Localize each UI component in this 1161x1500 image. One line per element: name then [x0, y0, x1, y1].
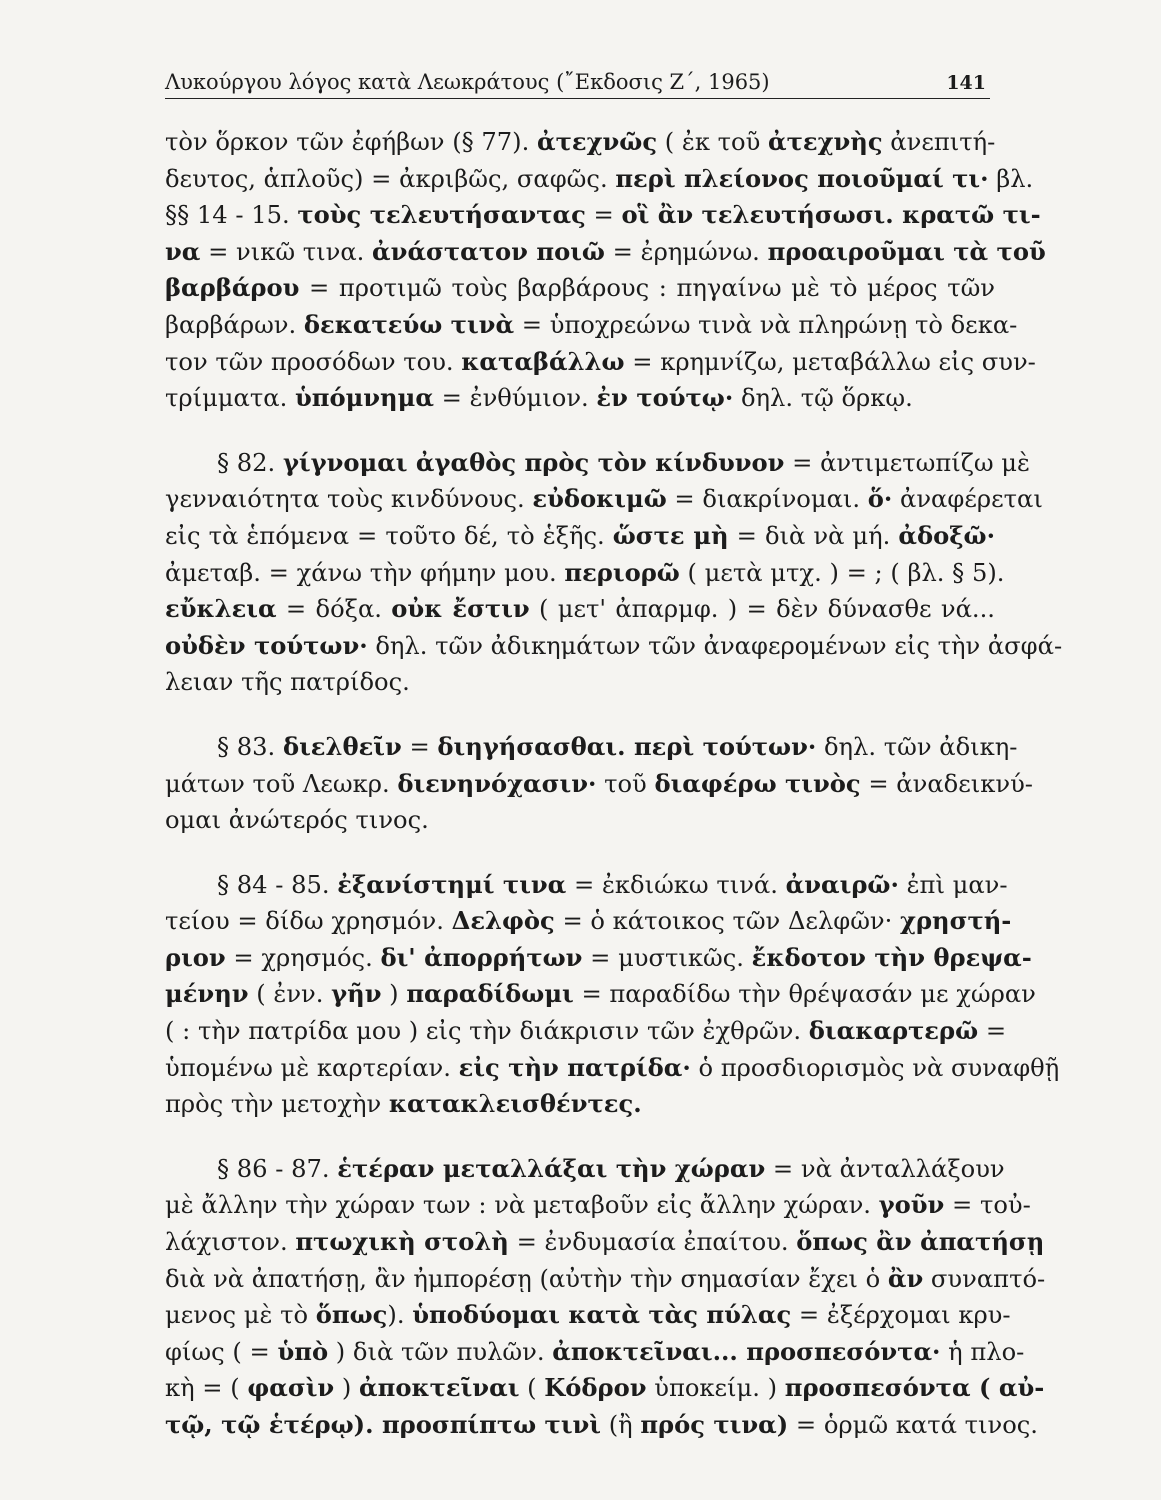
gloss-text: λάχιστον.	[165, 1228, 296, 1257]
paragraph-gap	[165, 1123, 995, 1151]
lemma-term: φασὶν	[247, 1373, 335, 1403]
gloss-text: = ἀναδεικνύ-	[860, 769, 1033, 798]
lemma-term: ἀποκτεῖναι... προσπεσόντα·	[552, 1336, 941, 1366]
gloss-text: (ἢ	[601, 1411, 641, 1439]
gloss-text: ἐπὶ μαν-	[898, 870, 1008, 899]
text-line	[165, 1151, 1005, 1188]
lemma-term: οὐκ ἔστιν	[391, 594, 530, 624]
gloss-text: = κρημνίζω, μεταβάλλω εἰς συν-	[624, 347, 1036, 376]
lemma-term: ἀναιρῶ·	[785, 869, 899, 899]
text-line	[165, 628, 1063, 665]
text-line	[165, 481, 1043, 518]
gloss-text: § 84 - 85.	[217, 870, 338, 899]
gloss-text: τρίμματα.	[165, 384, 295, 413]
text-line	[165, 903, 1012, 940]
lemma-term: ἑτέραν μεταλλάξαι τὴν χώραν	[337, 1153, 766, 1183]
gloss-text: =	[401, 732, 438, 761]
lemma-term: ὅ·	[867, 484, 893, 514]
gloss-text: ( : τὴν πατρίδα μου ) εἰς τὴν διάκρισιν τῶν ἐχθρῶν.	[165, 1017, 809, 1046]
lemma-term: δι' ἀπορρήτων	[380, 942, 583, 972]
running-title: Λυκούργου λόγος κατὰ Λεωκράτους (῎Εκδοσις Ζ΄, 1965)	[165, 70, 770, 94]
lemma-term: τοὺς τελευτήσαντας	[297, 200, 586, 230]
gloss-text: ὑπομένω μὲ καρτερίαν.	[165, 1053, 459, 1082]
gloss-text: βλ.	[988, 164, 1034, 193]
text-line	[165, 518, 995, 555]
paragraph	[165, 867, 1060, 1123]
gloss-text: φίως ( =	[165, 1337, 278, 1366]
gloss-text: κὴ = (	[165, 1374, 248, 1403]
lemma-term: Κόδρον	[544, 1373, 647, 1403]
lemma-term: ὅπως	[315, 1300, 388, 1330]
text-line	[165, 197, 1041, 234]
gloss-text: βαρβάρων.	[165, 310, 304, 339]
lemma-term: να	[165, 236, 201, 266]
gloss-text: = διὰ νὰ μή.	[728, 521, 899, 550]
gloss-text: εἰς τὰ ἑπόμενα = τοῦτο δέ, τὸ ἑξῆς.	[165, 521, 613, 550]
paragraph-gap	[165, 839, 995, 867]
gloss-text: § 83.	[217, 732, 283, 761]
text-line	[165, 1370, 1045, 1407]
lemma-term: οὐδὲν τούτων·	[165, 630, 368, 660]
lemma-term: ἀτεχνὴς	[768, 127, 883, 156]
gloss-text: = νὰ ἀνταλλάξουν	[765, 1154, 1005, 1183]
gloss-text: ( ἐνν.	[248, 980, 332, 1009]
lemma-term: καταβάλλω	[461, 346, 625, 376]
text-line	[165, 1224, 1045, 1261]
gloss-text: = χρησμός.	[225, 943, 381, 972]
gloss-text: ἀνεπιτή-	[882, 128, 996, 156]
gloss-text: ἀναφέρεται	[892, 485, 1043, 514]
text-line	[165, 940, 1032, 977]
gloss-text: δευτος, ἁπλοῦς) = ἀκριβῶς, σαφῶς.	[165, 164, 616, 193]
text-line	[165, 664, 995, 701]
gloss-text: δηλ. τῶν ἀδικημάτων τῶν ἀναφερομένων εἰς τὴν ἀσφά-	[367, 631, 1063, 660]
gloss-text: = ἀντιμετωπίζω μὲ	[784, 448, 1030, 477]
gloss-text: =	[978, 1017, 1007, 1046]
gloss-text: ( μετὰ μτχ. ) = ; ( βλ. § 5).	[679, 558, 1005, 587]
gloss-text: = ἐξέρχομαι κρυ-	[791, 1301, 1011, 1330]
gloss-text: = νικῶ τινα.	[200, 237, 373, 266]
lemma-term: ἀποκτεῖναι	[359, 1373, 520, 1403]
lemma-term: διηγήσασθαι. περὶ τούτων·	[437, 731, 817, 761]
gloss-text: γενναιότητα τοὺς κινδύνους.	[165, 485, 533, 514]
gloss-text: μὲ ἄλλην τὴν χώραν των : νὰ μεταβοῦν εἰς ἄλλην χώραν.	[165, 1191, 879, 1220]
gloss-text: τὸν ὅρκον τῶν ἐφήβων (§ 77).	[165, 128, 538, 156]
gloss-text: ἀμεταβ. = χάνω τὴν φήμην μου.	[165, 558, 565, 587]
lemma-term: ὅπως ἂν ἀπατήσῃ	[796, 1227, 1045, 1257]
lemma-term: κατακλεισθέντες.	[388, 1089, 642, 1119]
lemma-term: γῆν	[331, 979, 382, 1009]
lemma-term: πτωχικὴ στολὴ	[295, 1227, 509, 1257]
paragraph	[165, 124, 1046, 417]
paragraph	[165, 445, 1063, 701]
paragraph-gap	[165, 417, 995, 445]
gloss-text: = ὁρμῶ κατά τινος.	[788, 1411, 1038, 1439]
text-line	[165, 555, 1005, 592]
text-line	[165, 1334, 1025, 1371]
lemma-term: περιορῶ	[564, 557, 680, 587]
lemma-term: ὥστε μὴ	[612, 520, 729, 550]
gloss-text: ὑποκείμ. )	[646, 1374, 785, 1403]
text-line	[165, 591, 995, 628]
gloss-text: μάτων τοῦ Λεωκρ.	[165, 769, 398, 798]
gloss-text: τείου = δίδω χρησμόν.	[165, 907, 452, 936]
lemma-term: εὐδοκιμῶ	[532, 484, 667, 514]
text-line	[165, 802, 995, 839]
gloss-text: = διακρίνομαι.	[666, 485, 868, 514]
gloss-text: ( μετ' ἀπαρμφ. ) = δὲν δύνασθε νά...	[529, 595, 995, 624]
lemma-term: πρός τινα)	[640, 1410, 789, 1439]
page-number: 141	[946, 72, 986, 94]
text-line	[165, 380, 995, 417]
lemma-term: χρηστή-	[900, 906, 1012, 936]
lemma-term: παραδίδωμι	[406, 979, 574, 1009]
text-line	[165, 1261, 1046, 1298]
gloss-text: δηλ. τῶν ἀδικη-	[816, 732, 1018, 761]
lemma-term: εἰς τὴν πατρίδα·	[458, 1052, 691, 1082]
gloss-text: τοῦ	[596, 769, 655, 798]
running-header	[165, 70, 990, 99]
lemma-term: ἀτεχνῶς	[537, 127, 658, 156]
lemma-term: οἳ ἂν τελευτήσωσι. κρατῶ τι-	[621, 200, 1041, 230]
gloss-text: διὰ νὰ ἀπατήσῃ, ἂν ἠμπορέσῃ (αὐτὴν τὴν σημασίαν ἔχει ὁ	[165, 1264, 888, 1293]
text-line	[165, 1050, 1060, 1087]
gloss-text: ὁ προσδιορισμὸς νὰ συναφθῇ	[690, 1053, 1060, 1082]
lemma-term: ἔκδοτον τὴν θρεψα-	[751, 942, 1032, 972]
page-body	[165, 124, 1063, 1444]
text-line	[165, 1407, 1038, 1444]
gloss-text: = ἐρημώνω.	[604, 237, 768, 266]
text-line	[165, 867, 1008, 904]
paragraph	[165, 729, 1033, 839]
gloss-text: πρὸς τὴν μετοχὴν	[165, 1090, 389, 1119]
lemma-term: ὑπόμνημα	[294, 383, 434, 413]
lemma-term: εὔκλεια	[165, 594, 277, 624]
text-line	[165, 1086, 995, 1123]
lemma-term: δεκατεύω τινὰ	[303, 309, 515, 339]
gloss-text: = ὁ κάτοικος τῶν Δελφῶν·	[554, 907, 901, 936]
gloss-text: = ἐκδιώκω τινά.	[566, 870, 786, 899]
lemma-term: γίγνομαι ἀγαθὸς πρὸς τὸν κίνδυνον	[282, 447, 785, 477]
gloss-text: = ἐνδυμασία ἐπαίτου.	[508, 1228, 797, 1257]
gloss-text: = τοὐ-	[944, 1191, 1031, 1220]
lemma-term: γοῦν	[878, 1190, 945, 1220]
lemma-term: ἐν τούτῳ·	[596, 383, 734, 413]
text-line	[165, 445, 1030, 482]
text-line	[165, 1297, 1011, 1334]
lemma-term: διαφέρω τινὸς	[654, 768, 861, 798]
lemma-term: διακαρτερῶ	[808, 1016, 979, 1046]
gloss-text: = μυστικῶς.	[582, 943, 752, 972]
lemma-term: ἀνάστατον ποιῶ	[372, 236, 605, 266]
lemma-term: ἂν	[887, 1263, 924, 1293]
lemma-term: προαιροῦμαι τὰ τοῦ	[767, 236, 1046, 266]
gloss-text: μενος μὲ τὸ	[165, 1301, 316, 1330]
gloss-text: = προτιμῶ τοὺς βαρβάρους : πηγαίνω μὲ τὸ μέρος τῶν	[299, 274, 995, 303]
text-line	[165, 729, 1018, 766]
text-line	[165, 307, 1018, 344]
gloss-text: = παραδίδω τὴν θρέψασάν με χώραν	[573, 980, 1036, 1009]
text-line	[165, 124, 995, 161]
lemma-term: τῷ, τῷ ἑτέρῳ). προσπίπτω τινὶ	[165, 1410, 602, 1439]
text-line	[165, 1187, 1031, 1224]
lemma-term: Δελφὸς	[451, 906, 555, 936]
lemma-term: ἀδοξῶ·	[898, 520, 995, 550]
text-line	[165, 766, 1033, 803]
text-line	[165, 344, 1036, 381]
gloss-text: συναπτό-	[923, 1264, 1046, 1293]
gloss-text: ἡ πλο-	[940, 1337, 1025, 1366]
gloss-text: ( ἐκ τοῦ	[657, 128, 768, 156]
lemma-term: διενηνόχασιν·	[397, 768, 597, 798]
gloss-text: λειαν τῆς πατρίδος.	[165, 668, 410, 697]
gloss-text: )	[334, 1374, 360, 1403]
lemma-term: ὑπὸ	[277, 1336, 329, 1366]
lemma-term: μένην	[165, 979, 249, 1009]
text-line	[165, 234, 1046, 271]
text-line	[165, 161, 1034, 198]
gloss-text: § 82.	[217, 448, 283, 477]
gloss-text: = δόξα.	[276, 595, 392, 624]
lemma-term: ἐξανίστημί τινα	[337, 869, 567, 899]
lemma-term: ὑποδύομαι κατὰ τὰς πύλας	[412, 1300, 792, 1330]
gloss-text: ).	[387, 1301, 413, 1330]
gloss-text: τον τῶν προσόδων του.	[165, 347, 462, 376]
gloss-text: ομαι ἀνώτερός τινος.	[165, 806, 429, 835]
lemma-term: προσπεσόντα ( αὐ-	[784, 1373, 1045, 1403]
lemma-term: περὶ πλείονος ποιοῦμαί τι·	[615, 163, 989, 193]
gloss-text: )	[381, 980, 407, 1009]
gloss-text: (	[519, 1374, 545, 1403]
text-line	[165, 976, 1036, 1013]
lemma-term: διελθεῖν	[282, 731, 402, 761]
gloss-text: δηλ. τῷ ὅρκῳ.	[733, 384, 913, 413]
text-line	[165, 1013, 1007, 1050]
text-line	[165, 270, 995, 307]
lemma-term: ριον	[165, 942, 226, 972]
gloss-text: =	[585, 201, 622, 230]
gloss-text: ) διὰ τῶν πυλῶν.	[328, 1337, 553, 1366]
gloss-text: § 86 - 87.	[217, 1154, 338, 1183]
paragraph	[165, 1151, 1046, 1444]
gloss-text: = ὑποχρεώνω τινὰ νὰ πληρώνῃ τὸ δεκα-	[514, 310, 1018, 339]
gloss-text: = ἐνθύμιον.	[433, 384, 597, 413]
paragraph-gap	[165, 701, 995, 729]
lemma-term: βαρβάρου	[165, 273, 300, 303]
gloss-text: §§ 14 - 15.	[165, 201, 298, 230]
